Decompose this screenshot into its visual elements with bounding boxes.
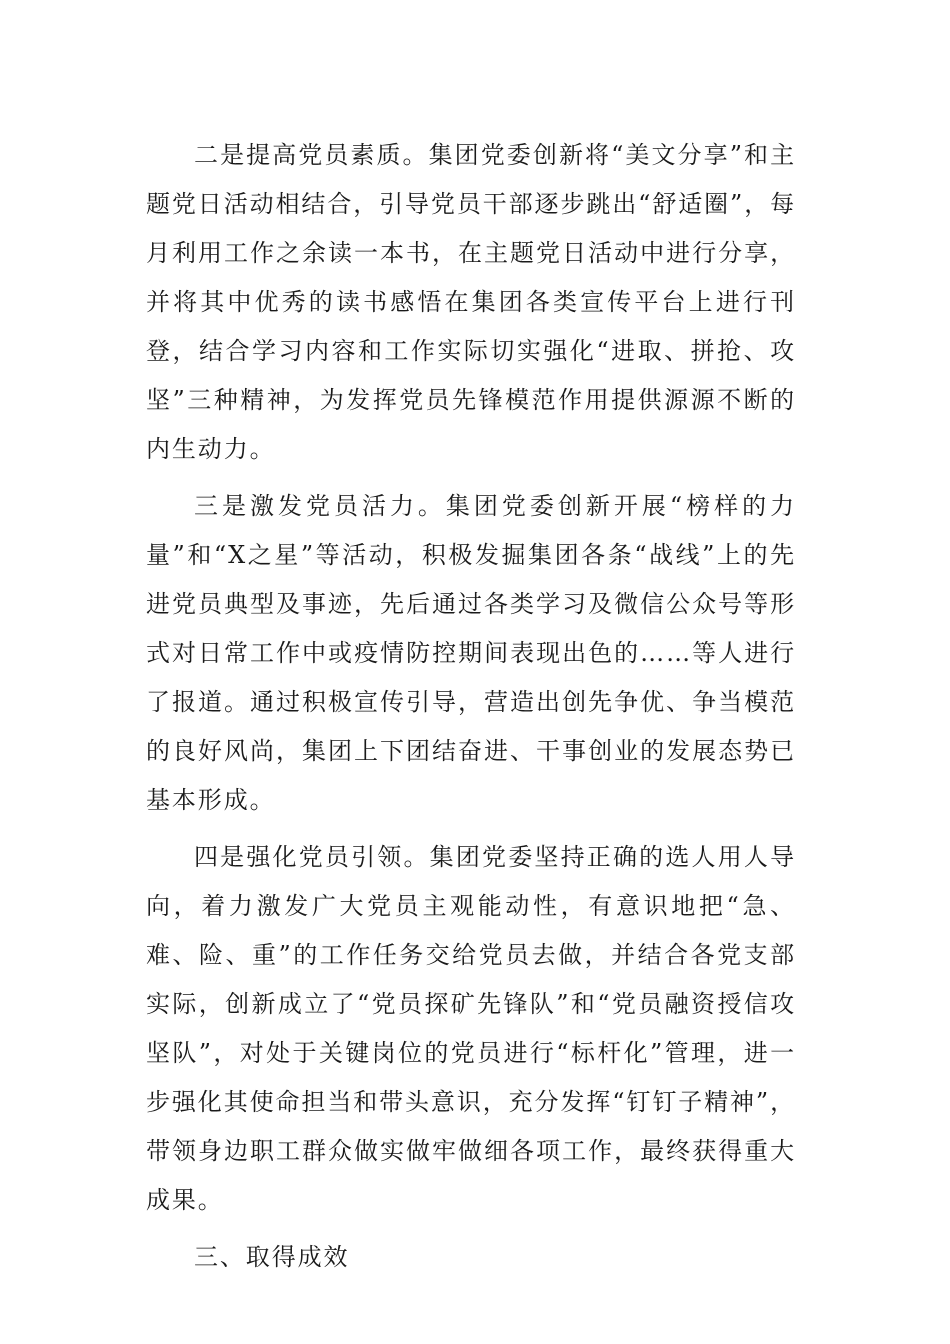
section-heading-results: 三、取得成效: [194, 1243, 350, 1271]
document-body: [146, 131, 796, 1282]
paragraph-stimulate-member-vitality: 三是激发党员活力。集团党委创新开展“榜样的力量”和“X之星”等活动，积极发掘集团各条“战线”上的先进党员典型及事迹，先后通过各类学习及微信公众号等形式对日常工作中或疫情防控期间表现出色的……等人进行了报道。通过积极宣传引导，营造出创先争优、争当模范的良好风尚，集团上下团结奋进、干事创业的发展态势已基本形成。: [146, 492, 796, 814]
paragraph-strengthen-member-leadership: 四是强化党员引领。集团党委坚持正确的选人用人导向，着力激发广大党员主观能动性，有意识地把“急、难、险、重”的工作任务交给党员去做，并结合各党支部实际，创新成立了“党员探矿先锋队”和“党员融资授信攻坚队”，对处于关键岗位的党员进行“标杆化”管理，进一步强化其使命担当和带头意识，充分发挥“钉钉子精神”，带领身边职工群众做实做牢做细各项工作，最终获得重大成果。: [146, 843, 796, 1214]
paragraph-improve-member-quality: 二是提高党员素质。集团党委创新将“美文分享”和主题党日活动相结合，引导党员干部逐步跳出“舒适圈”，每月利用工作之余读一本书，在主题党日活动中进行分享，并将其中优秀的读书感悟在集团各类宣传平台上进行刊登，结合学习内容和工作实际切实强化“进取、拼抢、攻坚”三种精神，为发挥党员先锋模范作用提供源源不断的内生动力。: [146, 141, 796, 463]
